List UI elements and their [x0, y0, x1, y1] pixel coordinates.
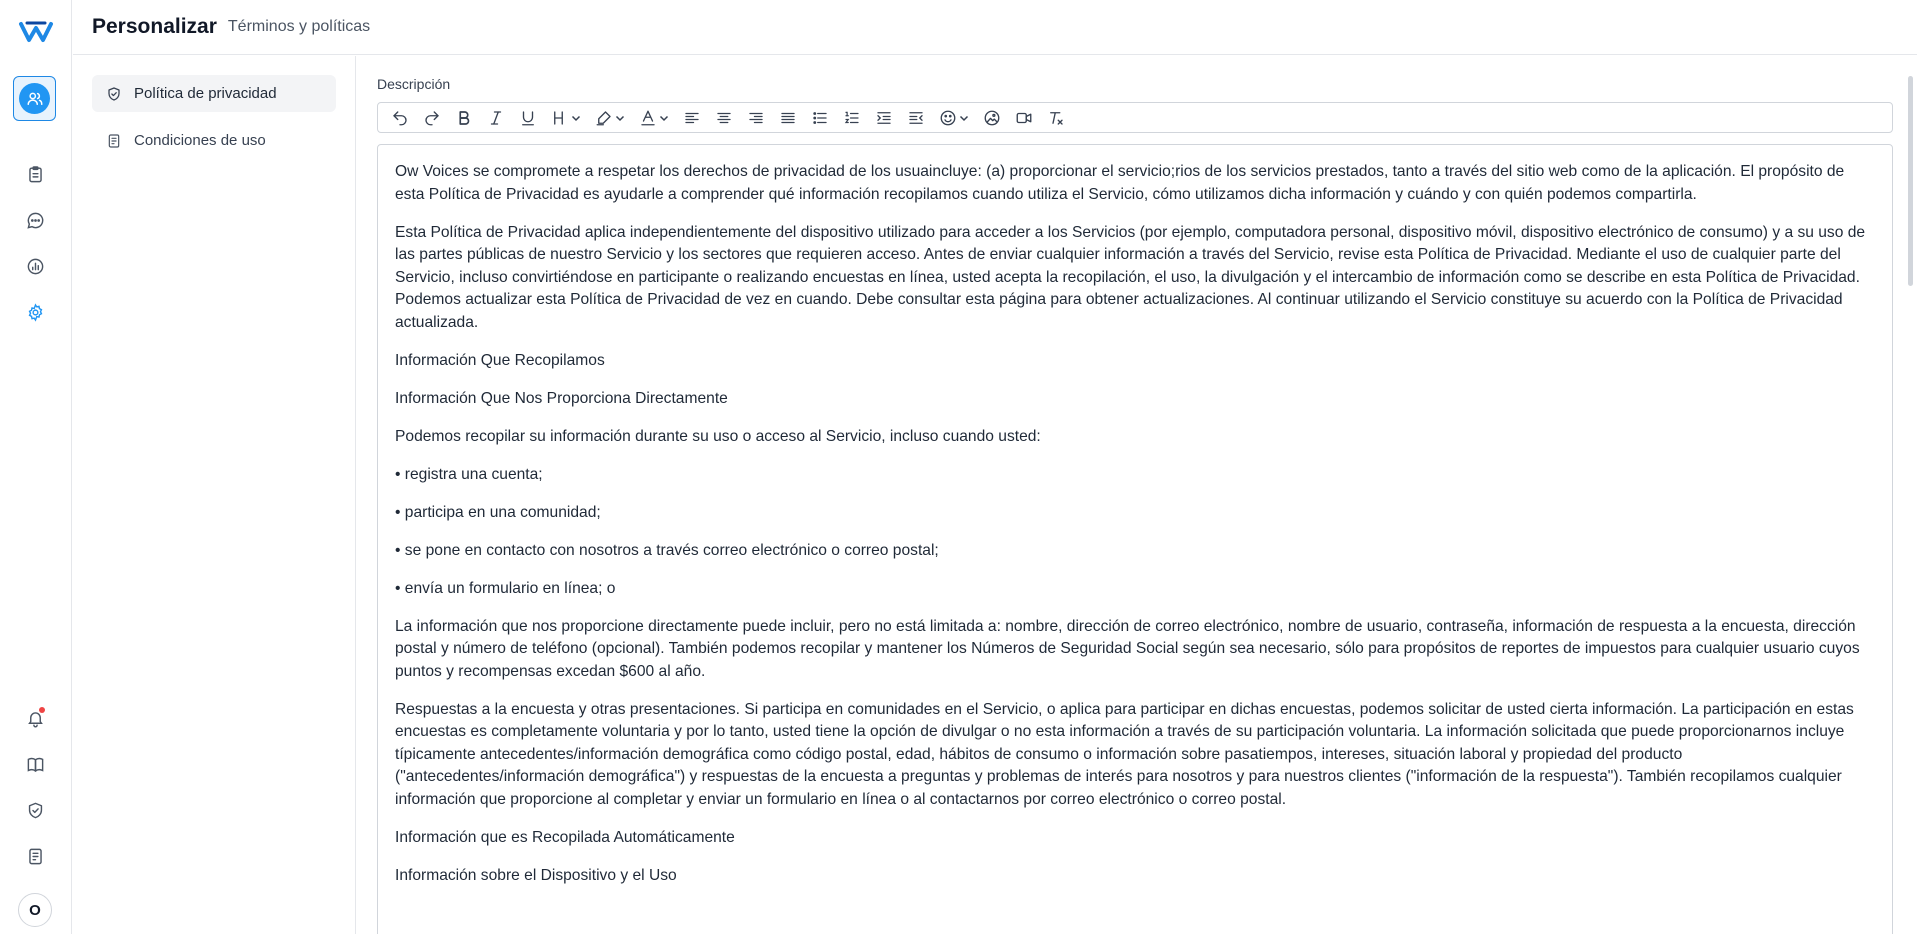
- editor-paragraph: Esta Política de Privacidad aplica independientemente del dispositivo utilizado para acceder a los Servicios (por ejemplo, computadora personal, dispositivo móvil, dispositivo electrónico de consumo) y a su uso de las partes públicas de nuestro Servicio y los sectores que requieren acceso. Antes de enviar cualquier información a través del Servicio, revise esta Política de Privacidad. Mediante el uso de cualquier parte del Servicio, incluso convirtiéndose en participante o realizando encuestas en línea, usted acepta la recopilación, el uso, la divulgación y el intercambio de información como se describe en esta Política de Privacidad. Podemos actualizar esta Política de Privacidad de vez en cuando. Debe consultar esta página para obtener actualizaciones. Al continuar utilizando el Servicio constituye su acuerdo con la Política de Privacidad actualizada.: [395, 223, 1866, 331]
- emoji-icon: [939, 109, 957, 127]
- rail-item-terms[interactable]: [22, 843, 48, 869]
- brand-logo-icon[interactable]: [17, 14, 55, 48]
- undo-icon: [391, 109, 409, 127]
- rail-item-settings[interactable]: [22, 299, 48, 325]
- sidebar-item-label: Política de privacidad: [134, 85, 277, 102]
- rail-item-analytics[interactable]: [22, 253, 48, 279]
- description-label: Descripción: [377, 76, 451, 92]
- main-content: [357, 56, 1917, 934]
- editor-paragraph: • se pone en contacto con nosotros a través correo electrónico o correo postal;: [395, 541, 939, 559]
- editor-paragraph: • registra una cuenta;: [395, 465, 543, 483]
- redo-button[interactable]: [416, 105, 448, 131]
- gear-icon: [26, 303, 45, 322]
- book-icon: [26, 755, 45, 774]
- editor-paragraph: La información que nos proporcione directamente puede incluir, pero no está limitada a: nombre, dirección de correo electrónico, nombre de usuario, contraseña, información de respuesta a la encuesta, dirección postal y número de teléfono (opcional). También podemos recopilar y mantener los Números de Seguridad Social según sea necesario, sólo para propósitos de reportes de impuestos para cualquier usuario cuyos puntos y recompensas excedan $600 al año.: [395, 617, 1860, 680]
- editor-paragraph: Información que es Recopilada Automáticamente: [395, 828, 735, 846]
- chevron-down-icon: [571, 113, 581, 123]
- editor-toolbar: [377, 102, 1893, 133]
- image-button[interactable]: [976, 105, 1008, 131]
- editor-paragraph: Podemos recopilar su información durante su uso o acceso al Servicio, incluso cuando usted:: [395, 427, 1041, 445]
- image-icon: [983, 109, 1001, 127]
- align-justify-button[interactable]: [772, 105, 804, 131]
- rail-item-clipboard[interactable]: [22, 161, 48, 187]
- font-color-icon: [639, 109, 657, 127]
- bold-button[interactable]: [448, 105, 480, 131]
- font-color-dropdown[interactable]: [632, 105, 676, 131]
- editor-paragraph: Información Que Nos Proporciona Directamente: [395, 389, 728, 407]
- rail-item-guide[interactable]: [22, 751, 48, 777]
- indent-button[interactable]: [868, 105, 900, 131]
- document-icon: [106, 133, 122, 149]
- rail-item-chat[interactable]: [22, 207, 48, 233]
- heading-icon: [551, 109, 569, 127]
- clear-format-button[interactable]: [1040, 105, 1072, 131]
- chevron-down-icon: [615, 113, 625, 123]
- video-button[interactable]: [1008, 105, 1040, 131]
- editor-paragraph: Ow Voices se compromete a respetar los derechos de privacidad de los usuaincluye: (a) proporcionar el servicio;rios de los servicios prestados, tanto a través del sitio web como de la aplicación. El propósito de esta Política de Privacidad es ayudarle a comprender qué información recopilamos cuando utiliza el Servicio, cómo utilizamos dicha información y cuándo y con quién podemos compartirla.: [395, 163, 1845, 203]
- chat-icon: [26, 211, 45, 230]
- users-icon: [19, 83, 50, 114]
- editor-paragraph: • participa en una comunidad;: [395, 503, 601, 521]
- numbered-list-icon: [843, 109, 861, 127]
- highlight-dropdown[interactable]: [588, 105, 632, 131]
- align-left-icon: [683, 109, 701, 127]
- indent-icon: [875, 109, 893, 127]
- outdent-button[interactable]: [900, 105, 932, 131]
- video-icon: [1015, 109, 1033, 127]
- heading-dropdown[interactable]: [544, 105, 588, 131]
- editor-paragraph: Respuestas a la encuesta y otras presentaciones. Si participa en comunidades en el Servicio, o aplica para participar en dichas encuestas, podemos solicitar de usted cierta información. La participación en estas encuestas es completamente voluntaria y por lo tanto, usted tiene la opción de divulgar o no esta información a través de su participación voluntaria. La información solicitada que puede proporcionarnos incluye típicamente antecedentes/información demográfica como código postal, edad, hábitos de consumo o información sobre pasatiempos, intereses, situación laboral y propiedad del producto ("antecedentes/información demográfica") y respuestas de la encuesta a preguntas y problemas de interés para nosotros y para nuestros clientes ("información de la respuesta"). También recopilamos cualquier información que proporcione al completar y enviar un formulario en línea o al contactarnos por correo electrónico o correo postal.: [395, 700, 1854, 808]
- editor-paragraph: • envía un formulario en línea; o: [395, 579, 616, 597]
- chevron-down-icon: [659, 113, 669, 123]
- numbered-list-button[interactable]: [836, 105, 868, 131]
- redo-icon: [423, 109, 441, 127]
- avatar[interactable]: O: [18, 893, 52, 927]
- page-scrollbar[interactable]: [1908, 76, 1913, 286]
- underline-icon: [519, 109, 537, 127]
- notification-dot: [39, 707, 45, 713]
- clipboard-icon: [26, 165, 45, 184]
- shield-check-icon: [106, 86, 122, 102]
- editor-paragraph: Información Que Recopilamos: [395, 351, 605, 369]
- align-right-button[interactable]: [740, 105, 772, 131]
- emoji-dropdown[interactable]: [932, 105, 976, 131]
- undo-button[interactable]: [384, 105, 416, 131]
- description-editor[interactable]: [377, 144, 1893, 934]
- outdent-icon: [907, 109, 925, 127]
- policy-sidebar: [73, 56, 356, 934]
- page-header: [73, 0, 1917, 55]
- align-justify-icon: [779, 109, 797, 127]
- align-right-icon: [747, 109, 765, 127]
- chevron-down-icon: [959, 113, 969, 123]
- chart-icon: [26, 257, 45, 276]
- align-center-button[interactable]: [708, 105, 740, 131]
- sidebar-item-privacy-policy[interactable]: [92, 75, 336, 112]
- highlight-icon: [595, 109, 613, 127]
- document-icon: [26, 847, 45, 866]
- rail-item-privacy[interactable]: [22, 797, 48, 823]
- bold-icon: [455, 109, 473, 127]
- editor-paragraph: Información sobre el Dispositivo y el Uso: [395, 866, 677, 884]
- shield-check-icon: [26, 801, 45, 820]
- rail-item-notifications[interactable]: [22, 705, 48, 731]
- rail-item-users[interactable]: [13, 76, 56, 121]
- page-title: Personalizar: [92, 15, 217, 38]
- italic-icon: [487, 109, 505, 127]
- bulleted-list-icon: [811, 109, 829, 127]
- align-center-icon: [715, 109, 733, 127]
- clear-format-icon: [1047, 109, 1065, 127]
- left-rail: [0, 0, 72, 934]
- italic-button[interactable]: [480, 105, 512, 131]
- sidebar-item-terms-of-use[interactable]: [92, 122, 336, 159]
- page-subtitle: Términos y políticas: [227, 18, 371, 35]
- sidebar-item-label: Condiciones de uso: [134, 132, 266, 149]
- align-left-button[interactable]: [676, 105, 708, 131]
- bulleted-list-button[interactable]: [804, 105, 836, 131]
- underline-button[interactable]: [512, 105, 544, 131]
